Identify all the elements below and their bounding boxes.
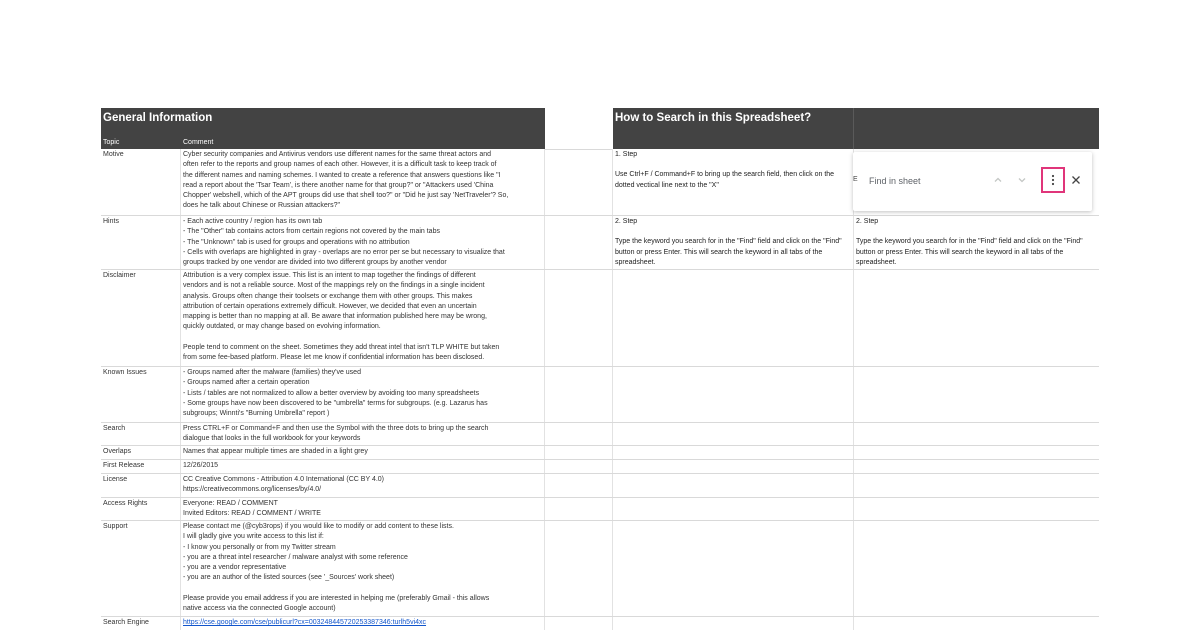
more-options-button[interactable] bbox=[1041, 167, 1065, 193]
empty-cell[interactable] bbox=[854, 617, 1099, 630]
empty-cell[interactable] bbox=[545, 446, 613, 459]
chevron-up-icon bbox=[992, 174, 1004, 186]
table-row bbox=[101, 474, 1099, 498]
empty-cell[interactable] bbox=[613, 460, 854, 473]
step2-text: Type the keyword you search for in the "Find" field and click on the "Find" button or press Enter. This will search the keyword in all tabs of the spreadsheet. bbox=[615, 238, 842, 266]
comment-cell[interactable]: - Each active country / region has its own tab - The "Other" tab contains actors from certain regions not covered by the main tabs - The "Unknown" tab is used for groups and operations with no attribution - Cells with overlaps are highlighted in gray - overlaps are no error per se but necessary to visualize that groups tracked by one vendor are divided into two different groups by another vendor bbox=[181, 216, 545, 269]
step1-cell[interactable] bbox=[613, 149, 854, 215]
step2-cell[interactable] bbox=[613, 216, 854, 269]
chevron-down-icon bbox=[1016, 174, 1028, 186]
comment-cell[interactable]: 12/26/2015 bbox=[181, 460, 545, 473]
step2b-text: Type the keyword you search for in the "Find" field and click on the "Find" button or press Enter. This will search the keyword in all tabs of the spreadsheet. bbox=[856, 238, 1083, 266]
howto-title: How to Search in this Spreadsheet? bbox=[615, 112, 812, 124]
step2-title: 2. Step bbox=[615, 218, 638, 225]
empty-cell[interactable] bbox=[545, 149, 613, 215]
table-row bbox=[101, 498, 1099, 521]
empty-cell[interactable] bbox=[613, 423, 854, 445]
empty-cell[interactable] bbox=[613, 446, 854, 459]
empty-cell[interactable] bbox=[545, 270, 613, 366]
close-icon bbox=[1070, 174, 1082, 186]
find-input[interactable] bbox=[869, 171, 979, 191]
table-row bbox=[101, 521, 1099, 617]
topic-cell[interactable]: Access Rights bbox=[101, 498, 181, 520]
comment-cell[interactable]: Attribution is a very complex issue. This list is an intent to map together the findings of different vendors and is not a reliable source. Most of the mappings rely on the findings in a single incident analysis. Groups often change their toolsets or exchange them with other groups. This makes attribution of certain operations extremely difficult. However, we decided that even an uncertain mapping is better than no mapping at all. Be aware that information published here may be wrong, quickly outdated, or may change based on evolving information. People tend to comment on the sheet. Sometimes they add threat intel that isn't TLP WHITE but taken from some fee-based platform. Please let me know if confidential information has been disclosed. bbox=[181, 270, 545, 366]
empty-cell[interactable] bbox=[854, 498, 1099, 520]
step1-title: 1. Step bbox=[615, 151, 638, 158]
empty-cell[interactable] bbox=[545, 498, 613, 520]
empty-cell[interactable] bbox=[854, 423, 1099, 445]
comment-cell[interactable]: Cyber security companies and Antivirus vendors use different names for the same threat actors and often refer to the reports and group names of each other. However, it is a difficult task to keep track of the different names and naming schemes. I wanted to create a reference that answers questions like "I read a report about the 'Tsar Team', is there another name for that group?" or "Attackers used 'China Chopper' webshell, which of the APT groups did use that shell too?" or "Did he just say 'NetTraveler'? So, does he talk about Chinese or Russian attackers?" bbox=[181, 149, 545, 215]
close-find-button[interactable] bbox=[1065, 169, 1087, 191]
topic-cell[interactable]: Overlaps bbox=[101, 446, 181, 459]
table-row bbox=[101, 367, 1099, 423]
empty-cell[interactable] bbox=[545, 423, 613, 445]
more-vert-icon bbox=[1047, 173, 1059, 187]
topic-cell[interactable]: Support bbox=[101, 521, 181, 616]
topic-cell[interactable]: Known Issues bbox=[101, 367, 181, 422]
empty-cell[interactable] bbox=[613, 498, 854, 520]
topic-cell[interactable]: Motive bbox=[101, 149, 181, 215]
empty-cell[interactable] bbox=[613, 270, 854, 366]
empty-cell[interactable] bbox=[854, 474, 1099, 497]
find-in-sheet-bar bbox=[853, 152, 1092, 211]
empty-cell[interactable] bbox=[613, 617, 854, 630]
col-topic-header: Topic bbox=[103, 139, 120, 146]
empty-cell[interactable] bbox=[613, 521, 854, 616]
empty-cell[interactable] bbox=[613, 367, 854, 422]
empty-cell[interactable] bbox=[854, 367, 1099, 422]
topic-cell[interactable]: Hints bbox=[101, 216, 181, 269]
empty-cell[interactable] bbox=[545, 521, 613, 616]
table-row bbox=[101, 617, 1099, 630]
empty-cell[interactable] bbox=[854, 446, 1099, 459]
header-divider bbox=[853, 108, 854, 149]
topic-cell[interactable]: License bbox=[101, 474, 181, 497]
table-row bbox=[101, 446, 1099, 460]
empty-cell[interactable] bbox=[545, 460, 613, 473]
table-row bbox=[101, 423, 1099, 446]
search-engine-link[interactable]: https://cse.google.com/cse/publicurl?cx=003248445720253387346:turlh5vi4xc bbox=[183, 619, 427, 626]
cell-fragment: E bbox=[853, 176, 858, 183]
table-row bbox=[101, 270, 1099, 367]
next-result-button[interactable] bbox=[1011, 169, 1033, 191]
topic-cell[interactable]: Disclaimer bbox=[101, 270, 181, 366]
empty-cell[interactable] bbox=[545, 367, 613, 422]
topic-cell[interactable]: First Release bbox=[101, 460, 181, 473]
comment-cell[interactable]: Press CTRL+F or Command+F and then use the Symbol with the three dots to bring up the search dialogue that looks in the full workbook for your keywords bbox=[181, 423, 545, 445]
comment-cell[interactable] bbox=[181, 617, 545, 630]
comment-cell[interactable]: Everyone: READ / COMMENT Invited Editors: READ / COMMENT / WRITE bbox=[181, 498, 545, 520]
topic-cell[interactable]: Search Engine bbox=[101, 617, 181, 630]
general-info-title: General Information bbox=[103, 112, 213, 124]
comment-cell[interactable]: CC Creative Commons - Attribution 4.0 International (CC BY 4.0) https://creativecommons.org/licenses/by/4.0/ bbox=[181, 474, 545, 497]
table-row bbox=[101, 460, 1099, 474]
spacer-header bbox=[545, 108, 613, 150]
empty-cell[interactable] bbox=[545, 617, 613, 630]
table-row bbox=[101, 216, 1099, 270]
comment-cell[interactable]: - Groups named after the malware (families) they've used - Groups named after a certain operation - Lists / tables are not normalized to allow a better overview by avoiding too many spreadsheets - Some groups have now been discovered to be "umbrella" terms for subgroups. (e.g. Lazarus has subgroups; Winnti's "Burning Umbrella" report ) bbox=[181, 367, 545, 422]
empty-cell[interactable] bbox=[854, 521, 1099, 616]
empty-cell[interactable] bbox=[854, 270, 1099, 366]
empty-cell[interactable] bbox=[545, 216, 613, 269]
comment-cell[interactable]: Please contact me (@cyb3rops) if you would like to modify or add content to these lists. I will gladly give you write access to this list if: - I know you personally or from my Twitter stream - you are a threat intel researcher / malware analyst with some reference - you are a vendor representative - you are an author of the listed sources (see '_Sources' work sheet) Please provide you email address if you are interested in helping me (preferably Gmail - this allows native access via the connected Google account) bbox=[181, 521, 545, 616]
step2b-cell[interactable] bbox=[854, 216, 1099, 269]
step1-text: Use Ctrl+F / Command+F to bring up the search field, then click on the dotted vectical line next to the "X" bbox=[615, 171, 835, 189]
previous-result-button[interactable] bbox=[987, 169, 1009, 191]
step2b-title: 2. Step bbox=[856, 218, 879, 225]
empty-cell[interactable] bbox=[545, 474, 613, 497]
col-comment-header: Comment bbox=[183, 139, 214, 146]
comment-cell[interactable]: Names that appear multiple times are shaded in a light grey bbox=[181, 446, 545, 459]
empty-cell[interactable] bbox=[854, 460, 1099, 473]
topic-cell[interactable]: Search bbox=[101, 423, 181, 445]
empty-cell[interactable] bbox=[613, 474, 854, 497]
